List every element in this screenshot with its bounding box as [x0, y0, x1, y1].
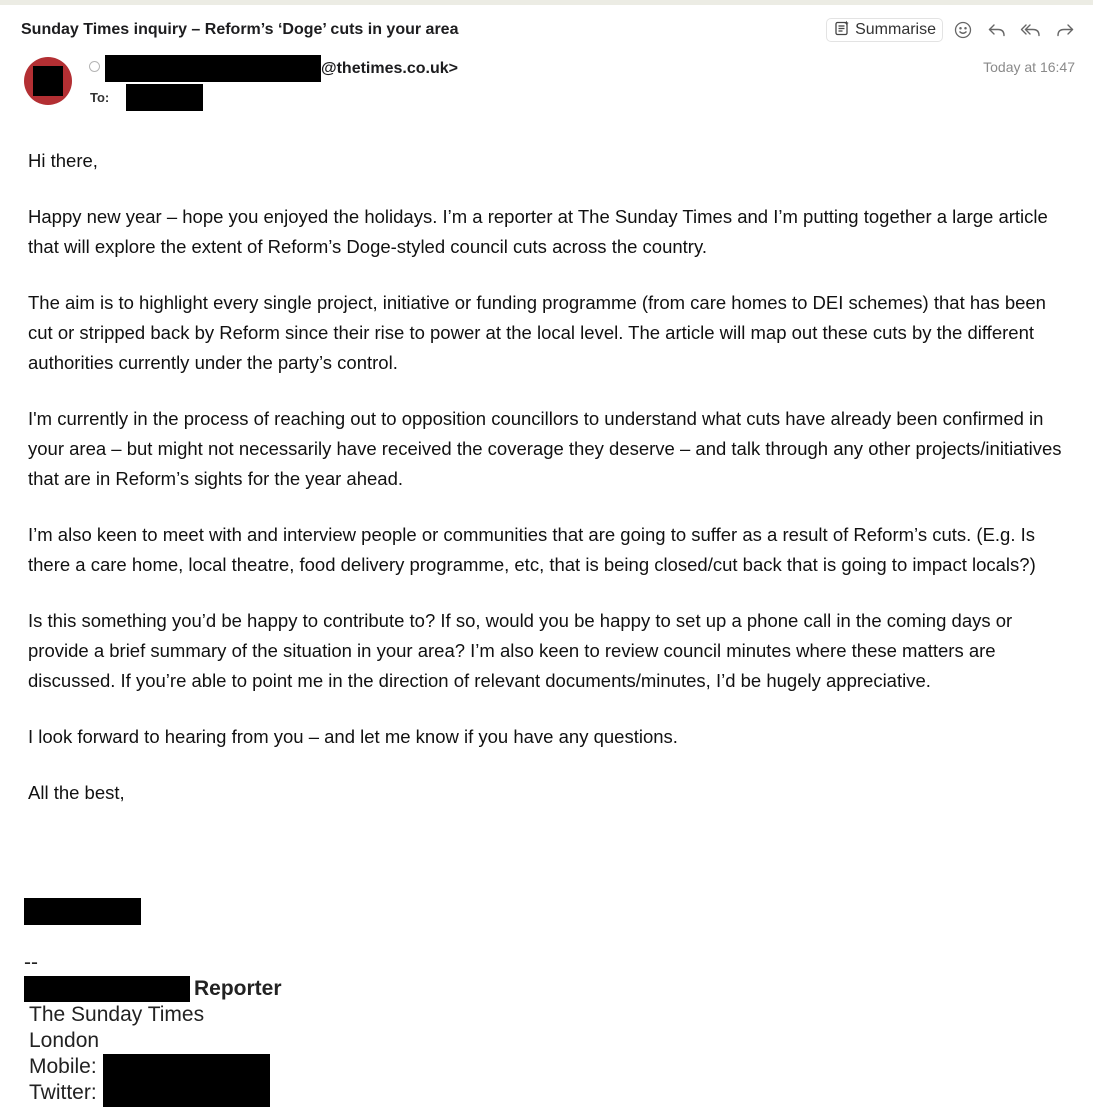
recipient-redaction[interactable]: [126, 84, 203, 111]
summarise-label: Summarise: [855, 21, 936, 38]
to-label: To:: [90, 90, 110, 105]
signature-organisation: The Sunday Times: [29, 1003, 205, 1026]
email-body: [28, 146, 1068, 834]
recipient-line: [90, 84, 203, 111]
body-paragraph: Hi there,: [28, 150, 98, 171]
mobile-redaction: [103, 1054, 270, 1081]
avatar-redaction: [33, 66, 63, 96]
signature-twitter: [24, 1080, 282, 1106]
email-signature: [24, 950, 282, 1106]
body-paragraph: I look forward to hearing from you – and let me know if you have any questions.: [28, 726, 678, 747]
body-paragraph: All the best,: [28, 782, 125, 803]
sender-domain: @thetimes.co.uk>: [321, 59, 458, 77]
email-timestamp: Today at 16:47: [983, 59, 1075, 75]
mobile-label: Mobile:: [29, 1055, 97, 1078]
reply-icon[interactable]: [983, 18, 1011, 42]
signature-name-redaction: [24, 976, 190, 1002]
signoff-name-redaction: [24, 898, 141, 925]
body-paragraph: I'm currently in the process of reaching out to opposition councillors to understand what cuts have already been confirmed in your area – but might not necessarily have received the coverage they deserve – and talk through any other projects/initiatives that are in Reform’s sights for the year ahead.: [28, 408, 1062, 489]
window-top-strip: [0, 0, 1093, 5]
twitter-redaction: [103, 1080, 270, 1107]
sender-address[interactable]: [105, 55, 458, 82]
signature-role: Reporter: [194, 977, 282, 1000]
sender-name-redaction: [105, 55, 321, 82]
body-paragraph: Happy new year – hope you enjoyed the holidays. I’m a reporter at The Sunday Times and I’m putting together a large article that will explore the extent of Reform’s Doge-styled council cuts across the country.: [28, 206, 1048, 257]
summarise-icon: [834, 20, 850, 41]
message-toolbar: [826, 17, 1079, 43]
summarise-button[interactable]: [826, 18, 943, 42]
unread-status-indicator[interactable]: [89, 61, 100, 72]
sender-avatar: [24, 57, 72, 105]
body-paragraph: Is this something you’d be happy to contribute to? If so, would you be happy to set up a phone call in the coming days or provide a brief summary of the situation in your area? I’m also keen to review council minutes where these matters are discussed. If you’re able to point me in the direction of relevant documents/minutes, I’d be hugely appreciative.: [28, 610, 1013, 691]
signature-separator: --: [24, 951, 38, 974]
signature-city: London: [29, 1029, 100, 1052]
body-paragraph: I’m also keen to meet with and interview people or communities that are going to suffer as a result of Reform’s cuts. (E.g. Is there a care home, local theatre, food delivery programme, etc, that is being closed/cut back that is going to impact locals?): [28, 524, 1036, 575]
twitter-label: Twitter:: [29, 1081, 97, 1104]
signature-name-role: [24, 976, 282, 1002]
body-paragraph: The aim is to highlight every single project, initiative or funding programme (from care homes to DEI schemes) that has been cut or stripped back by Reform since their rise to power at the local level. The article will map out these cuts by the different authorities currently under the party’s control.: [28, 292, 1046, 373]
emoji-icon[interactable]: [949, 18, 977, 42]
forward-icon[interactable]: [1051, 18, 1079, 42]
email-subject: Sunday Times inquiry – Reform’s ‘Doge’ cuts in your area: [21, 21, 459, 38]
reply-all-icon[interactable]: [1017, 18, 1045, 42]
signature-mobile: [24, 1054, 282, 1080]
